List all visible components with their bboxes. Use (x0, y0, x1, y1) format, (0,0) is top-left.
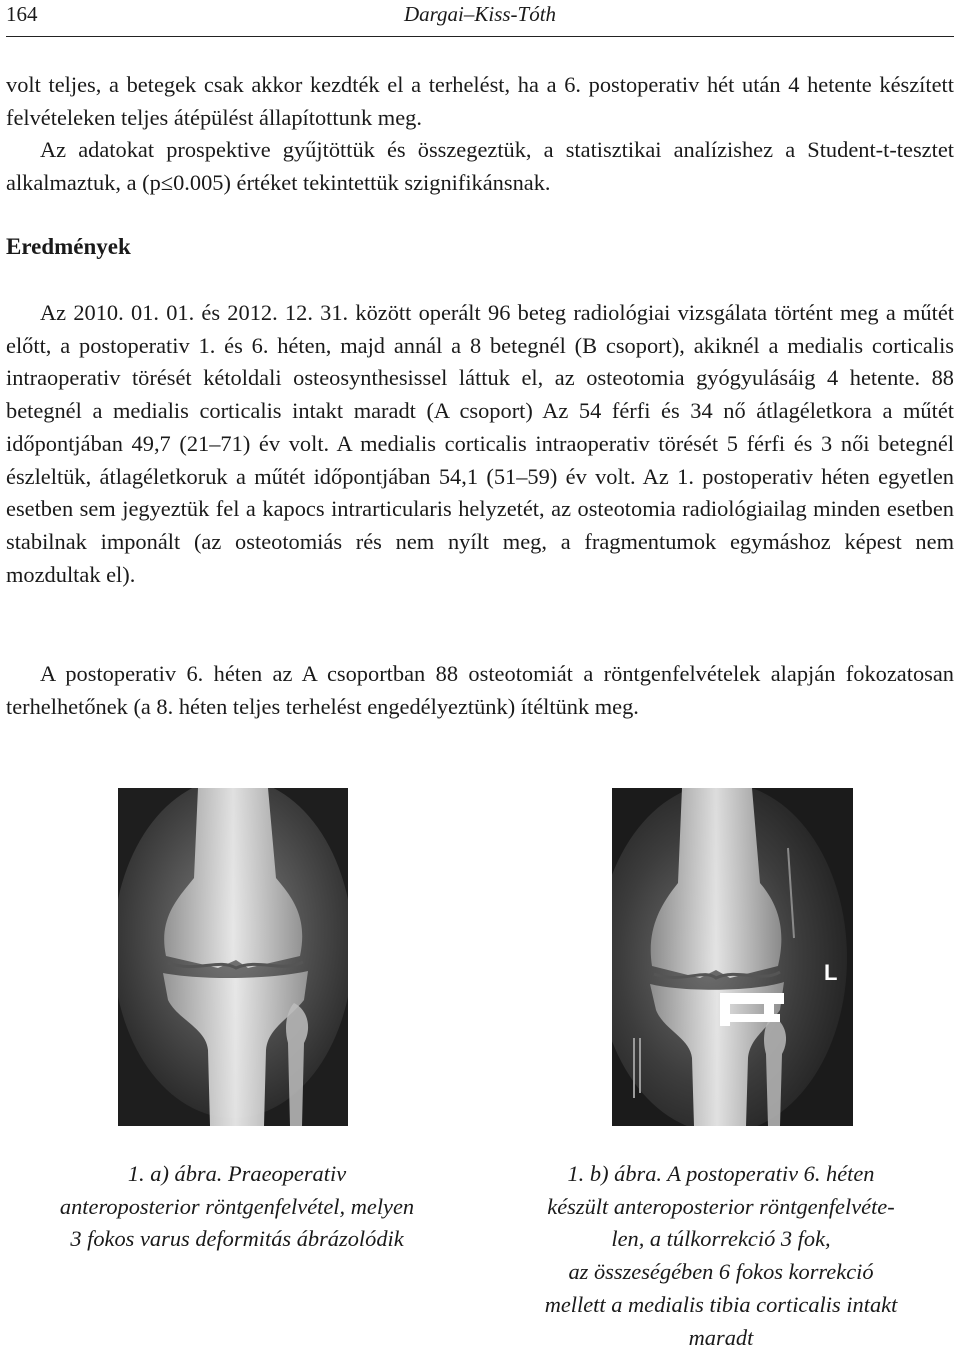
paragraph-3: Az 2010. 01. 01. és 2012. 12. 31. között operált 96 beteg radiológiai vizsgálata történt meg a műtét előtt, a postoperativ 1. és 6. héten, majd annál a 8 betegnél (B csoport), akiknél a medialis corticalis intraoperativ törését kétoldali osteosynthesissel láttuk el, az osteotomia gyógyulásáig 4 hetente. 88 betegnél a medialis corticalis intakt maradt (A csoport) Az 54 férfi és 34 nő átlagéletkora a műtét időpontjában 49,7 (21–71) év volt. A medialis corticalis intraoperativ törését 5 férfi és 3 női betegnél észleltük, átlagéletkoruk a műtét időpontjában 54,1 (51–59) év volt. Az 1. postoperativ héten egyetlen esetben sem jegyeztük fel a kapocs intrarticularis helyzetét, az osteotomia radiológiailag minden esetben stabilnak imponált (az osteotomiás rés nem nyílt meg, a fragmentumok egymáshoz képest nem mozdultak el). (6, 300, 954, 587)
caption-b-line-4: az összeségében 6 fokos korrekció (568, 1259, 874, 1285)
xray-image-a (118, 788, 348, 1126)
page-number: 164 (6, 2, 38, 26)
caption-a-line-3: 3 fokos varus deformitás ábrázolódik (70, 1226, 404, 1252)
caption-a-line-2: anteroposterior röntgenfelvétel, melyen (59, 1193, 415, 1219)
caption-b-line-3: len, a túlkorrekció 3 fok, (611, 1226, 831, 1252)
caption-a-line-1: 1. a) ábra. Praeoperativ (127, 1161, 347, 1186)
caption-b-line-2: készült anteroposterior röntgenfelvéte- (547, 1193, 895, 1219)
page-header (6, 0, 954, 37)
xray-image-b (612, 788, 853, 1126)
caption-b-line-5: mellett a medialis tibia corticalis intakt (544, 1291, 898, 1317)
paragraph-2: Az adatokat prospektive gyűjtöttük és összegeztük, a statisztikai analízishez a Student-t-tesztet alkalmaztuk, a (p≤0.005) értéket tekintettük szignifikánsnak. (6, 137, 954, 195)
figure-caption-a (6, 1158, 468, 1256)
running-title: Dargai–Kiss-Tóth (403, 2, 557, 26)
side-marker-l: L (824, 960, 838, 985)
caption-b-line-6: maradt (688, 1324, 754, 1350)
caption-b-line-1: 1. b) ábra. A postoperativ 6. héten (567, 1161, 875, 1186)
paragraph-4: A postoperativ 6. héten az A csoportban 88 osteotomiát a röntgenfelvételek alapján fokozatosan terhelhetőnek (a 8. héten teljes terhelést engedélyeztünk) ítéltünk meg. (6, 661, 954, 719)
figure-caption-b (486, 1158, 956, 1354)
section-heading: Eredmények (6, 234, 131, 259)
paragraph-1: volt teljes, a betegek csak akkor kezdték el a terhelést, ha a 6. postoperativ hét után 4 hetente készített felvételeken teljes átépülést állapítottunk meg. (6, 72, 954, 130)
